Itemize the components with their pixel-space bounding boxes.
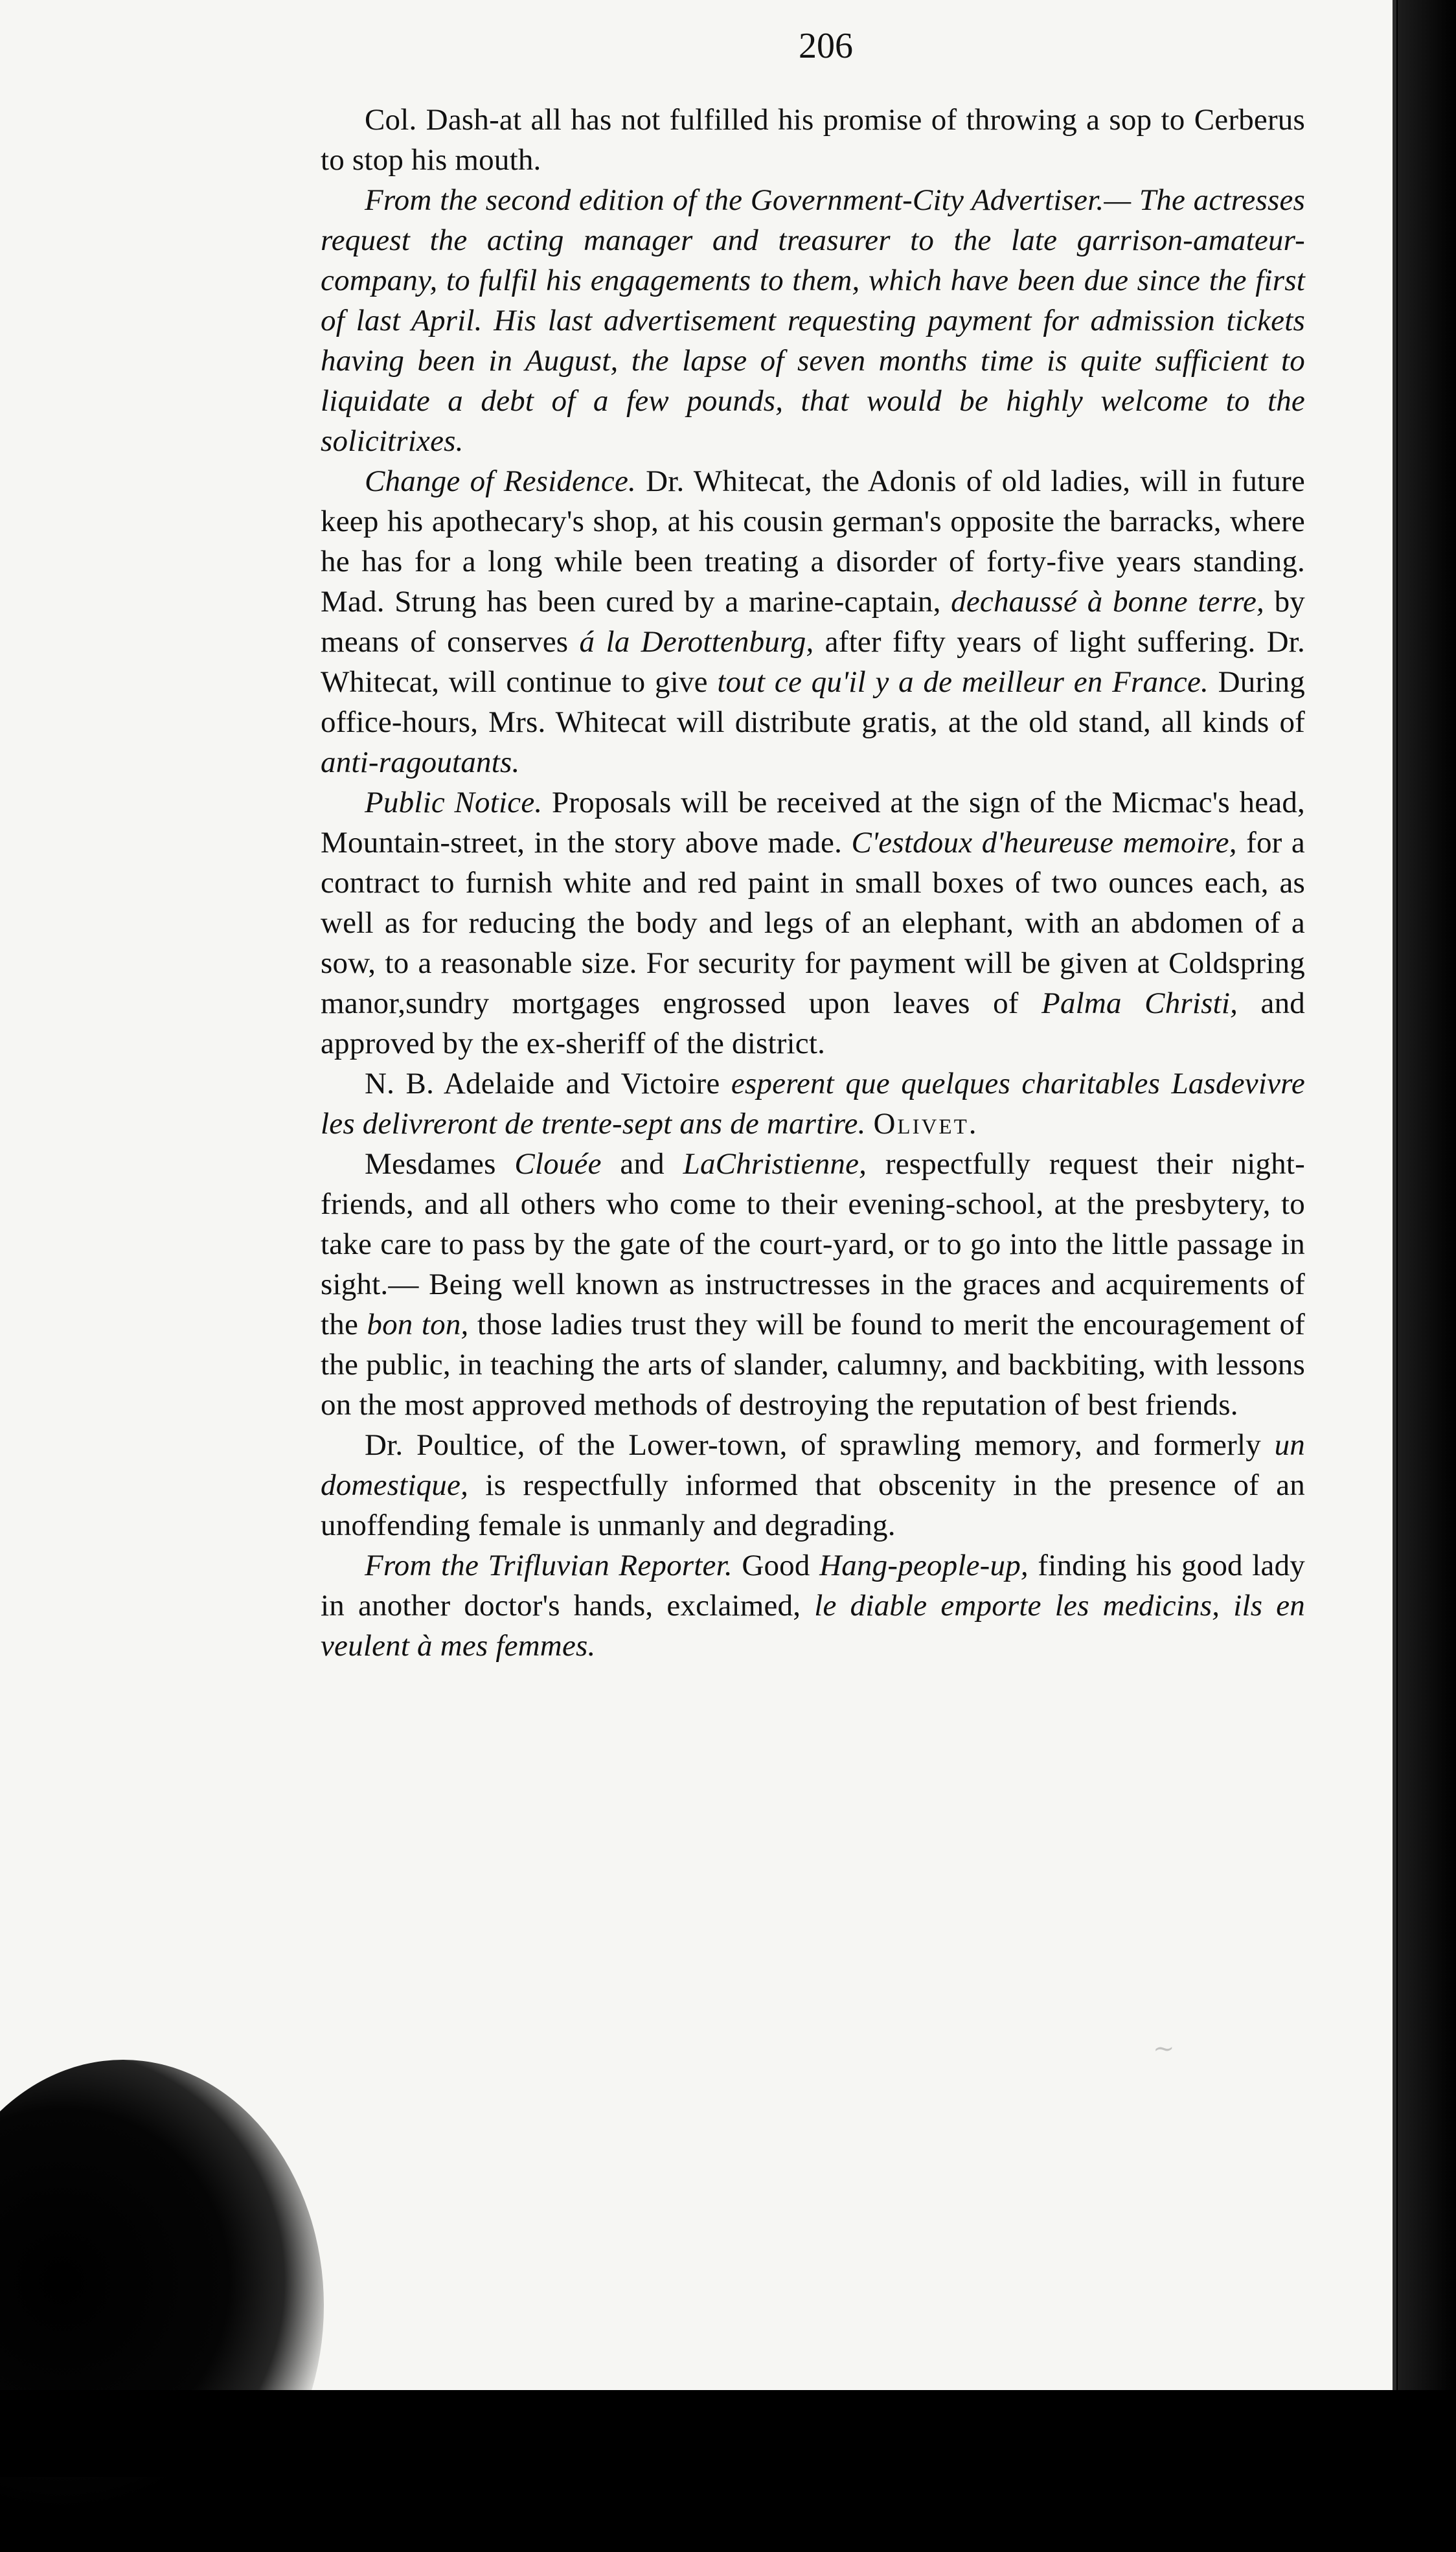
text-segment: Public Notice. [365,786,543,819]
text-segment: N. B. Adelaide and Victoire [365,1067,731,1100]
text-segment: LaChristienne, [683,1147,867,1181]
page-number: 206 [799,26,853,66]
paragraph-public-notice [321,782,1305,1064]
page-edge-shadow [1398,0,1456,2477]
paragraph-nb-adelaide [321,1064,1305,1144]
text-segment: Mesdames [365,1147,515,1181]
paragraph-poultice [321,1425,1305,1545]
text-segment: and approved by the ex-sheriff of the district. [321,986,1305,1060]
text-segment: anti-ragoutants. [321,746,520,779]
text-segment: dechaussé à bonne terre, [951,585,1264,619]
text-segment: respectfully request their night-friends, and all others who come to their evening-school, at the presbytery, to take care to pass by the gate of the court-yard, or to go into the little passage in sight.— Being well known as instructresses in the graces and acquirements of the [321,1147,1305,1341]
scan-bottom-border [0,2390,1456,2477]
text-segment: by means of conserves [321,585,1305,659]
text-segment: and [601,1147,683,1181]
text-segment: C'estdoux d'heureuse memoire, [851,826,1237,860]
text-segment: un domestique, [321,1428,1305,1502]
text-segment: Good [732,1549,820,1582]
text-segment: Palma Christi, [1041,986,1238,1020]
paragraph-cerberus [321,100,1305,180]
paragraph-trifluvian [321,1545,1305,1666]
text-segment: Col. Dash-at all has not fulfilled his promise of throwing a sop to Cerberus to stop his mouth. [321,103,1305,177]
text-segment: á la Derottenburg, [579,625,814,659]
ink-smudge-mark: ~ [1153,2034,1175,2064]
text-segment: after fifty years of light suffering. Dr. Whitecat, will continue to give [321,625,1305,699]
text-segment: bon ton, [367,1308,469,1341]
text-segment: Dr. Poultice, of the Lower-town, of sprawling memory, and formerly [365,1428,1275,1462]
paragraph-mesdames [321,1144,1305,1425]
text-segment: Dr. Whitecat, the Adonis of old ladies, will in future keep his apothecary's shop, at his cousin german's opposite the barracks, where he has for a long while been treating a disorder of forty-five years standing. Mad. Strung has been cured by a marine-captain, [321,464,1305,619]
page-text-column [321,26,1305,1666]
text-segment: those ladies trust they will be found to merit the encouragement of the public, in teaching the arts of slander, calumny, and backbiting, with lessons on the most approved methods of destroying the reputation of best friends. [321,1308,1305,1422]
text-segment: Hang-people-up, [819,1549,1029,1582]
text-segment: Clouée [514,1147,602,1181]
text-segment: tout ce qu'il y a de meilleur en France. [717,665,1209,699]
text-segment: le diable emporte les medicins, ils en veulent à mes femmes. [321,1589,1305,1663]
text-segment [866,1107,874,1141]
text-segment: Change of Residence. [365,464,636,498]
paragraph-change-of-residence [321,461,1305,782]
text-segment: Olivet. [873,1107,979,1141]
text-segment: From the second edition of the Government-City Advertiser.— The actresses request the acting manager and treasurer to the late garrison-amateur-company, to fulfil his engagements to them, which have been due since the first of last April. His last advertisement requesting payment for admission tickets having been in August, the lapse of seven months time is quite sufficient to liquidate a debt of a few pounds, that would be highly welcome to the solicitrixes. [321,183,1305,458]
paragraph-government-city [321,180,1305,461]
text-segment: for a contract to furnish white and red paint in small boxes of two ounces each, as well as for reducing the body and legs of an elephant, with an abdomen of a sow, to a reasonable size. For security for payment will be given at Coldspring manor,sundry mortgages engrossed upon leaves of [321,826,1305,1020]
text-segment: is respectfully informed that obscenity in the presence of an unoffending female is unmanly and degrading. [321,1468,1305,1542]
text-segment: From the Trifluvian Reporter. [365,1549,733,1582]
text-segment: Proposals will be received at the sign of the Micmac's head, Mountain-street, in the story above made. [321,786,1305,860]
article-body [321,100,1305,1666]
text-segment: esperent que quelques charitables Lasdevivre les delivreront de trente-sept ans de martire. [321,1067,1305,1141]
text-segment: finding his good lady in another doctor's hands, exclaimed, [321,1549,1305,1623]
text-segment: During office-hours, Mrs. Whitecat will distribute gratis, at the old stand, all kinds of [321,665,1305,739]
